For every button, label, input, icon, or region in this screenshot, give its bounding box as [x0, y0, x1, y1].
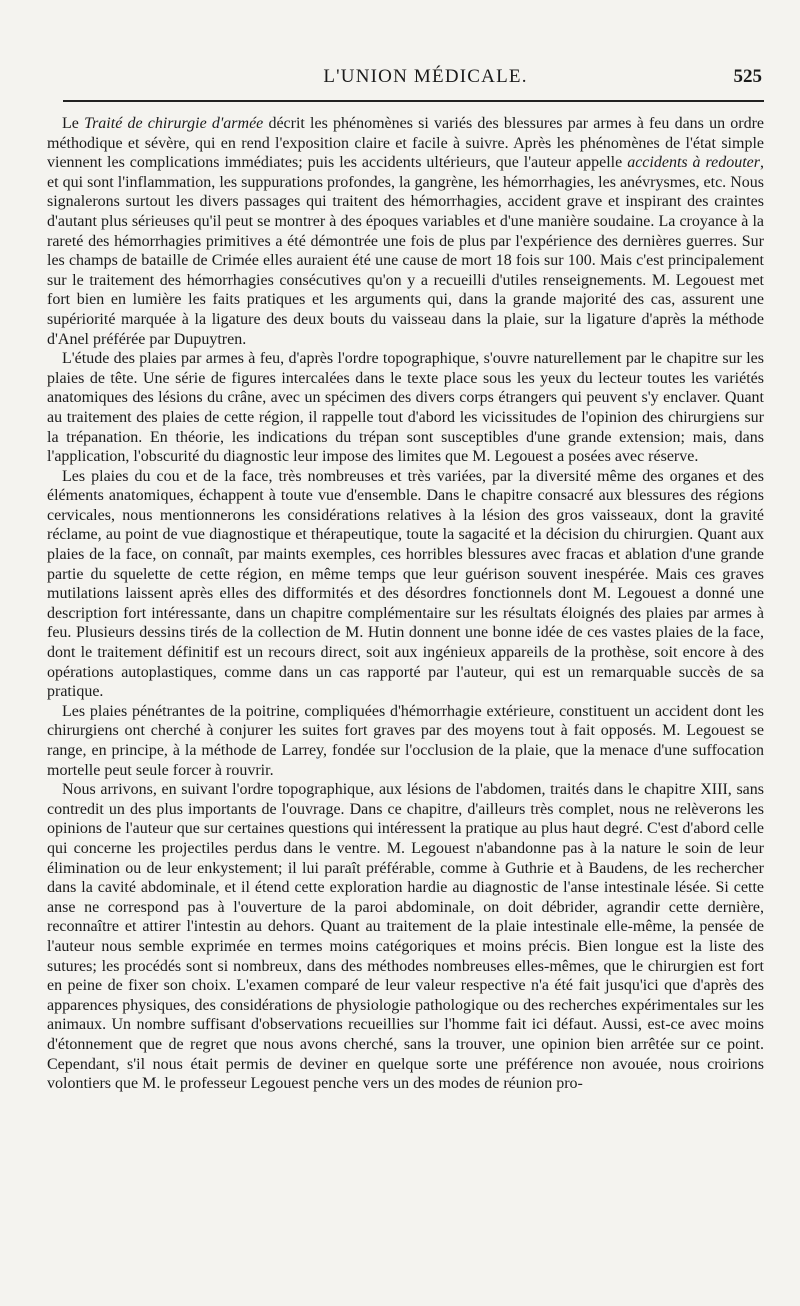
article-body	[47, 114, 764, 1094]
paragraph-1-lead: Le	[62, 115, 85, 132]
paragraph-1-middle: décrit les phénomènes si variés des blessures par armes à feu dans un ordre méthodique et sévère, qui en rend l'exposition claire et facile à suivre. Après les phénomènes de l'état simple viennent les complications immédiates; puis les accidents ultérieurs, que l'auteur appelle	[47, 115, 765, 172]
paragraph-3: Les plaies du cou et de la face, très nombreuses et très variées, par la diversité même des organes et des éléments anatomiques, échappent à toute vue d'ensemble. Dans le chapitre consacré aux blessures des régions cervicales, nous mentionnerons les considérations relatives à la lésion des gros vaisseaux, dont la gravité réclame, au point de vue diagnostique et thérapeutique, toute la sagacité et la décision du chirurgien. Quant aux plaies de la face, on connaît, par maints exemples, ces horribles blessures avec fracas et ablation d'une grande partie du squelette de cette région, en même temps que leur guérison souvent inespérée. Mais ces graves mutilations laissent après elles des difformités et des désordres fonctionnels dont M. Legouest a donné une description fort intéressante, dans un chapitre complémentaire sur les résultats éloignés des plaies par armes à feu. Plusieurs dessins tirés de la collection de M. Hutin donnent une bonne idée de ces vastes plaies de la face, dont le traitement définitif est un recours direct, soit aux ingénieux appareils de la prothèse, soit encore à des opérations autoplastiques, comme dans un cas rapporté par l'auteur, qui est un remarquable succès de sa pratique.	[47, 467, 764, 701]
term-italic: accidents à redouter	[627, 154, 760, 172]
journal-title: L'UNION MÉDICALE.	[323, 66, 528, 87]
paragraph-1-rest: , et qui sont l'inflammation, les suppurations profondes, la gangrène, les hémorrhagies, les anévrysmes, etc. Nous signalerons surtout les divers passages qui traitent des hémorrhagies, accident grave et inspirant des craintes d'autant plus sérieuses qu'il peut se montrer à des époques variables et d'une manière soudaine. La croyance à la rareté des hémorrhagies primitives a été démontrée une fois de plus par l'expérience des dernières guerres. Sur les champs de bataille de Crimée elles auraient été une cause de mort 18 fois sur 100. Mais c'est principalement sur le traitement des hémorrhagies consécutives qu'on y a recueilli d'utiles renseignements. M. Legouest met fort bien en lumière les faits pratiques et les arguments qui, dans la grande majorité des cas, assurent une supériorité marquée à la ligature des deux bouts du vaisseau dans la plaie, sur la ligature d'après la méthode d'Anel préférée par Dupuytren.	[47, 154, 764, 348]
page-number: 525	[733, 66, 762, 87]
paragraph-5: Nous arrivons, en suivant l'ordre topographique, aux lésions de l'abdomen, traités dans le chapitre XIII, sans contredit un des plus importants de l'ouvrage. Dans ce chapitre, d'ailleurs très complet, nous ne relèverons les opinions de l'auteur que sur certaines questions qui intéressent la pratique au plus haut degré. C'est d'abord celle qui concerne les projectiles perdus dans le ventre. M. Legouest n'abandonne pas à la nature le soin de leur élimination ou de leur enkystement; il lui paraît préférable, comme à Guthrie et à Baudens, de les rechercher dans la cavité abdominale, et il étend cette exploration hardie au diagnostic de l'anse intestinale lésée. Si cette anse ne correspond pas à l'ouverture de la paroi abdominale, on doit débrider, agrandir cette dernière, reconnaître et attirer l'intestin au dehors. Quant au traitement de la plaie intestinale elle-même, la pensée de l'auteur nous semble exprimée en termes moins catégoriques et moins précis. Bien longue est la liste des sutures; les procédés sont si nombreux, dans des méthodes nombreuses elles-mêmes, que le chirurgien est fort en peine de fixer son choix. L'examen comparé de leur valeur respective n'a été fait jusqu'ici que d'après des apparences physiques, des considérations de physiologie pathologique ou des recherches expérimentales sur les animaux. Un nombre suffisant d'observations recueillies sur l'homme fait ici défaut. Aussi, est-ce avec moins d'étonnement que de regret que nous avons cherché, sans la trouver, une opinion bien arrêtée sur ce point. Cependant, s'il nous était permis de deviner en quelque sorte une préférence non avouée, nous croirions volontiers que M. le professeur Legouest penche vers un des modes de réunion pro-	[47, 781, 764, 1093]
paragraph-1	[47, 114, 764, 349]
paragraph-4: Les plaies pénétrantes de la poitrine, compliquées d'hémorrhagie extérieure, constituent un accident dont les chirurgiens ont cherché à conjurer les suites fort graves par des moyens tout à fait opposés. M. Legouest se range, en principe, à la méthode de Larrey, fondée sur l'occlusion de la plaie, que la menace d'une suffocation mortelle peut seule forcer à rouvrir.	[47, 702, 764, 779]
running-head	[47, 66, 764, 98]
paragraph-2: L'étude des plaies par armes à feu, d'après l'ordre topographique, s'ouvre naturellement par le chapitre sur les plaies de tête. Une série de figures intercalées dans le texte place sous les yeux du lecteur toutes les variétés anatomiques des lésions du crâne, avec un spécimen des divers corps étrangers qui peuvent s'y enclaver. Quant au traitement des plaies de cette région, il rappelle tout d'abord les vicissitudes de l'opinion des chirurgiens sur la trépanation. En théorie, les indications du trépan sont susceptibles d'une grande extension; mais, dans l'application, l'obscurité du diagnostic leur impose des limites que M. Legouest a posées avec réserve.	[47, 350, 764, 466]
book-title-italic: Traité de chirurgie d'armée	[84, 115, 264, 132]
header-rule	[63, 100, 764, 102]
